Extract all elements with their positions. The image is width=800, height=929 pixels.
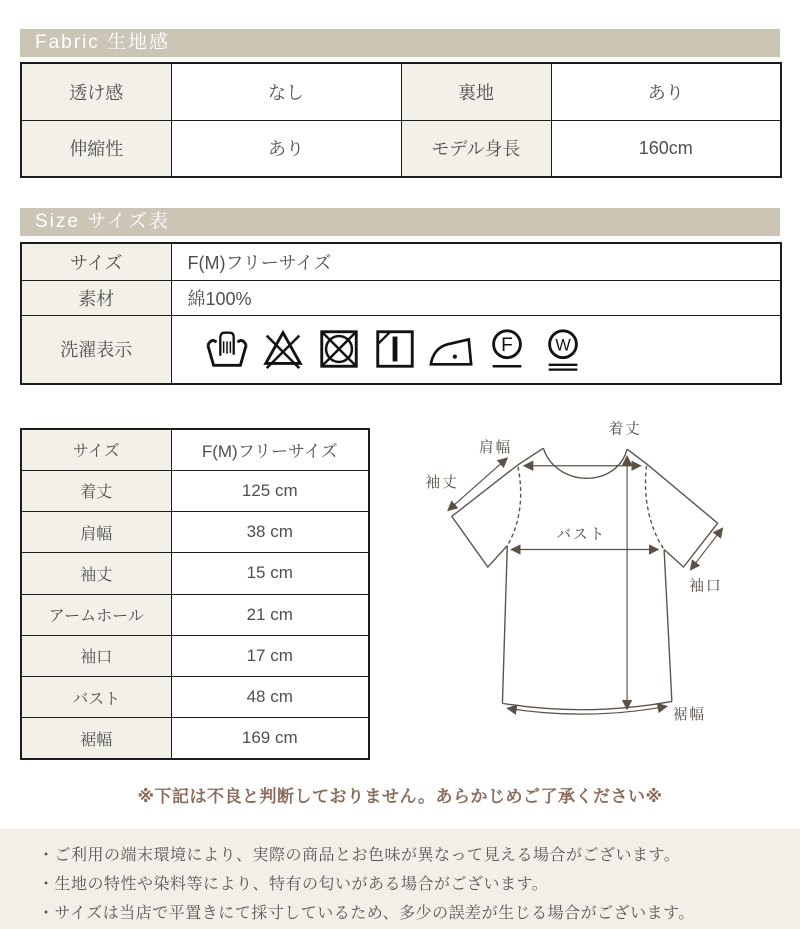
diagram-label-cuff: 袖口 [689,578,723,595]
size-label-care: 洗濯表示 [21,315,171,384]
diagram-label-hem: 裾幅 [672,706,706,723]
hand-wash-icon [204,324,250,374]
fabric-value-lining: あり [551,63,781,120]
fabric-value-model-height: 160cm [551,120,781,177]
fabric-table [20,62,782,178]
meas-value-bust: 48 cm [171,677,369,718]
shirt-hem [502,701,671,709]
size-value-size: F(M)フリーサイズ [171,243,781,280]
dry-clean-f-icon [484,324,530,374]
diagram-label-length: 着丈 [608,421,642,438]
care-symbols-row [188,324,781,374]
fabric-section-header: Fabric 生地感 [20,29,780,57]
shirt-left-side [502,546,507,704]
size-label-size: サイズ [21,243,171,280]
meas-label-hem: 裾幅 [21,718,171,759]
meas-value-shoulder: 38 cm [171,512,369,553]
note-bullet-sizing: ・サイズは当店で平置きにて採寸しているため、多少の誤差が生じる場合がございます。 [38,905,695,922]
notes-box [0,829,800,929]
meas-label-size: サイズ [21,429,171,470]
wet-clean-w-icon [540,324,586,374]
shirt-neckline [543,448,627,478]
diagram-label-sleeve: 袖丈 [425,475,459,492]
notes-title: ※下記は不良と判断しておりません。あらかじめご了承ください※ [137,787,663,806]
table-row [21,635,369,676]
table-row [21,120,781,177]
fabric-label-lining: 裏地 [401,63,551,120]
meas-label-armhole: アームホール [21,594,171,635]
size-table [20,242,782,385]
table-row [21,677,369,718]
shirt-right-armhole [645,466,664,550]
size-label-material: 素材 [21,280,171,315]
do-not-tumble-dry-icon [316,324,362,374]
table-row [21,470,369,511]
svg-text:W: W [554,336,571,355]
measurement-table [20,428,370,760]
table-row [21,553,369,594]
hang-dry-in-shade-icon [372,324,418,374]
table-row [21,280,781,315]
diagram-label-shoulder: 肩幅 [479,440,513,457]
size-section-header: Size サイズ表 [20,208,780,236]
diagram-label-bust: バスト [556,526,607,543]
meas-value-cuff: 17 cm [171,635,369,676]
meas-label-length: 着丈 [21,470,171,511]
table-row [21,243,781,280]
tshirt-measurement-diagram [398,419,788,755]
fabric-label-sheerness: 透け感 [21,63,171,120]
table-row [21,63,781,120]
table-row [21,429,369,470]
table-row [21,512,369,553]
shirt-left-armhole [507,467,520,546]
meas-value-hem: 169 cm [171,718,369,759]
table-row [21,718,369,759]
fabric-value-sheerness: なし [171,63,401,120]
meas-label-sleeve: 袖丈 [21,553,171,594]
cuff-arrow [690,528,722,570]
meas-label-shoulder: 肩幅 [21,512,171,553]
iron-low-icon [428,324,474,374]
fabric-label-stretch: 伸縮性 [21,120,171,177]
meas-value-length: 125 cm [171,470,369,511]
svg-text:F: F [500,335,513,357]
meas-value-armhole: 21 cm [171,594,369,635]
note-bullet-smell: ・生地の特性や染料等により、特有の匂いがある場合がございます。 [38,876,549,893]
size-value-material: 綿100% [171,280,781,315]
table-row [21,594,369,635]
meas-label-cuff: 袖口 [21,635,171,676]
shirt-right-side [664,550,672,702]
meas-value-sleeve: 15 cm [171,553,369,594]
fabric-label-model-height: モデル身長 [401,120,551,177]
fabric-value-stretch: あり [171,120,401,177]
table-row [21,315,781,384]
meas-value-size: F(M)フリーサイズ [171,429,369,470]
do-not-bleach-icon [260,324,306,374]
note-bullet-color: ・ご利用の端末環境により、実際の商品とお色味が異なって見える場合がございます。 [38,847,681,864]
meas-label-bust: バスト [21,677,171,718]
